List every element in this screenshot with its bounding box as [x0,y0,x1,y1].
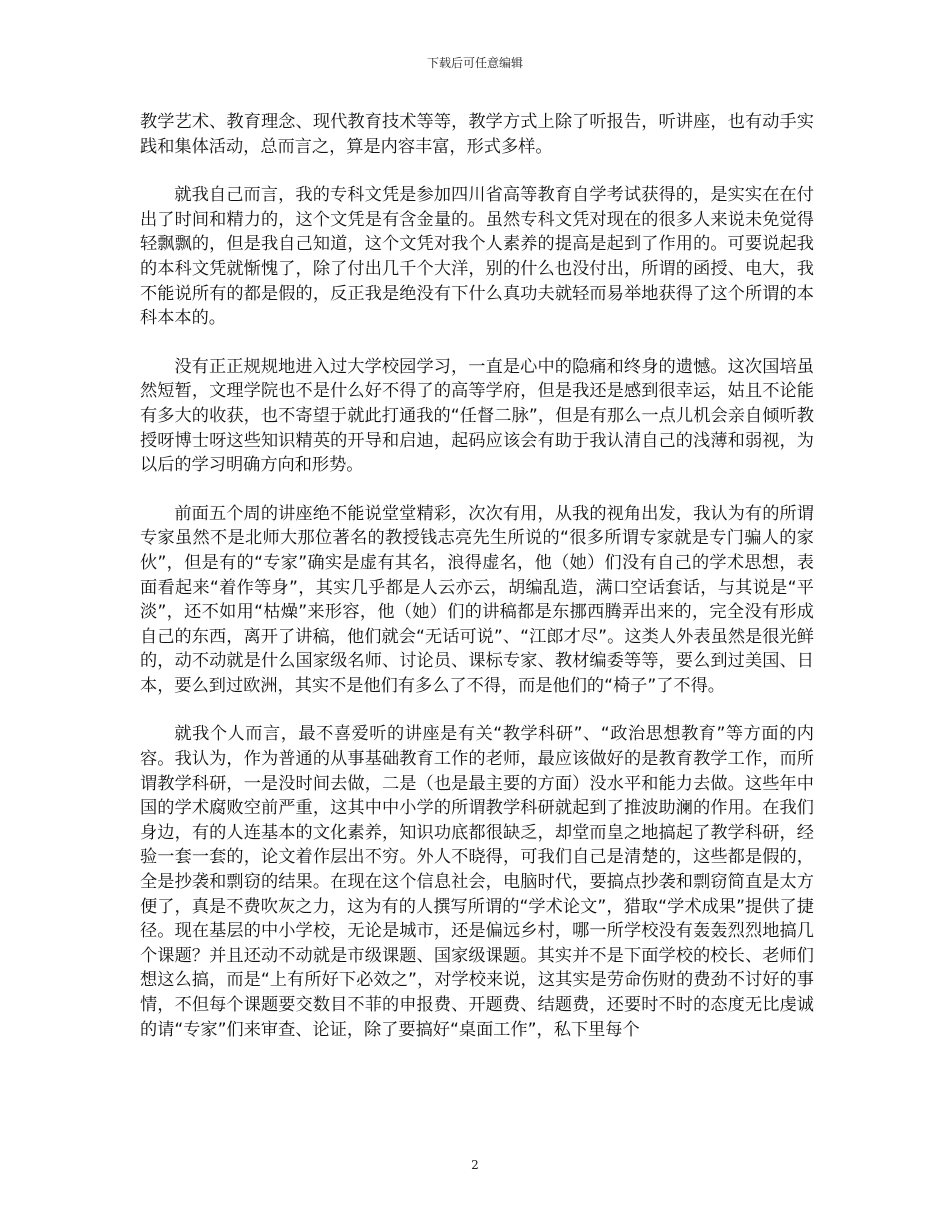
paragraph-5: 就我个人而言，最不喜爱听的讲座是有关“教学科研”、“政治思想教育”等方面的内容。我认为，作为普通的从事基础教育工作的老师，最应该做好的是教育教学工作，而所谓教学科研，一是没时间去做，二是（也是最主要的方面）没水平和能力去做。这些年中国的学术腐败空前严重，这其中中小学的所谓教学科研就起到了推波助澜的作用。在我们身边，有的人连基本的文化素养，知识功底都很缺乏，却堂而皇之地搞起了教学科研，经验一套一套的，论文着作层出不穷。外人不晓得，可我们自己是清楚的，这些都是假的，全是抄袭和剽窃的结果。在现在这个信息社会，电脑时代，要搞点抄袭和剽窃简直是太方便了，真是不费吹灰之力，这为有的人撰写所谓的“学术论文”，猎取“学术成果”提供了捷径。现在基层的中小学校，无论是城市，还是偏远乡村，哪一所学校没有轰轰烈烈地搞几个课题？并且还动不动就是市级课题、国家级课题。其实并不是下面学校的校长、老师们想这么搞，而是“上有所好下必效之”，对学校来说，这其实是劳命伤财的费劲不讨好的事情，不但每个课题要交数目不菲的申报费、开题费、结题费，还要时不时的态度无比虔诚的请“专家”们来审查、论证，除了要搞好“桌面工作”，私下里每个 [140,724,814,1040]
paragraph-1: 教学艺术、教育理念、现代教育技术等等，教学方式上除了听报告，听讲座，也有动手实践和集体活动，总而言之，算是内容丰富，形式多样。 [140,112,814,157]
paragraph-3: 没有正正规规地进入过大学校园学习，一直是心中的隐痛和终身的遗憾。这次国培虽然短暂，文理学院也不是什么好不得了的高等学府，但是我还是感到很幸运，姑且不论能有多大的收获，也不寄望于就此打通我的“任督二脉”，但是有那么一点儿机会亲自倾听教授呀博士呀这些知识精英的开导和启迪，起码应该会有助于我认清自己的浅薄和弱视，为以后的学习明确方向和形势。 [140,356,814,476]
paragraph-2: 就我自己而言，我的专科文凭是参加四川省高等教育自学考试获得的，是实实在在付出了时间和精力的，这个文凭是有含金量的。虽然专科文凭对现在的很多人来说未免觉得轻飘飘的，但是我自己知道，这个文凭对我个人素养的提高是起到了作用的。可要说起我的本科文凭就惭愧了，除了付出几千个大洋，别的什么也没付出，所谓的函授、电大，我不能说所有的都是假的，反正我是绝没有下什么真功夫就轻而易举地获得了这个所谓的本科本本的。 [140,185,814,329]
page-header: 下载后可任意编辑 [426,56,523,70]
document-body [140,110,814,1066]
paragraph-4: 前面五个周的讲座绝不能说堂堂精彩，次次有用，从我的视角出发，我认为有的所谓专家虽然不是北师大那位著名的教授钱志亮先生所说的“很多所谓专家就是专门骗人的家伙”，但是有的“专家”确实是虚有其名，浪得虚名，他（她）们没有自己的学术思想，表面看起来“着作等身”，其实几乎都是人云亦云，胡编乱造，满口空话套话，与其说是“平淡”，还不如用“枯燥”来形容，他（她）们的讲稿都是东挪西腾弄出来的，完全没有形成自己的东西，离开了讲稿，他们就会“无话可说”、“江郎才尽”。这类人外表虽然是很光鲜的，动不动就是什么国家级名师、讨论员、课标专家、教材编委等等，要么到过美国、日本，要么到过欧洲，其实不是他们有多么了不得，而是他们的“椅子”了不得。 [140,503,814,696]
page-number: 2 [471,1158,479,1172]
